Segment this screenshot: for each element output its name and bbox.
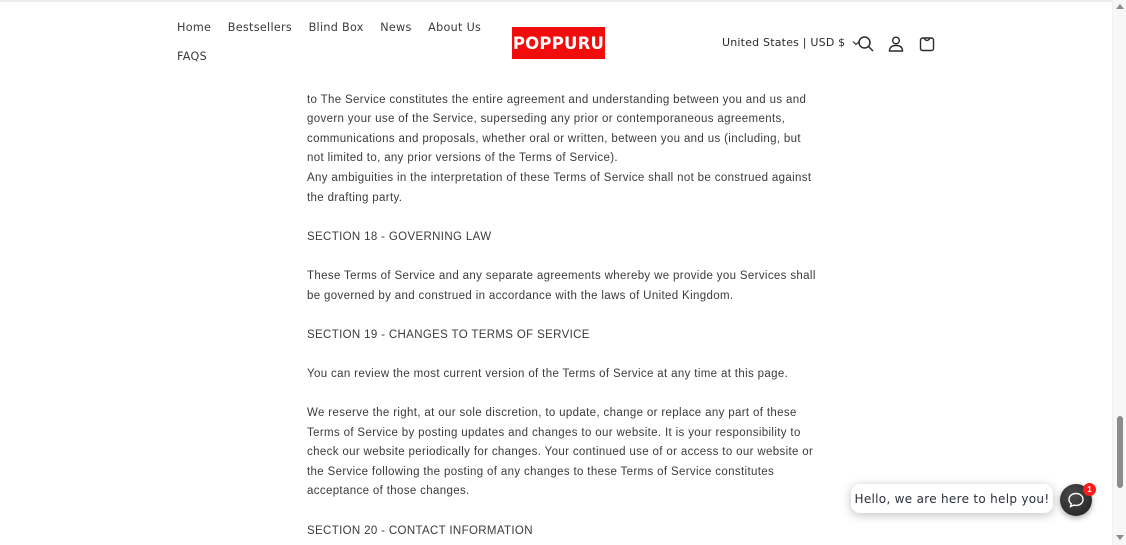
site-header <box>0 2 1112 80</box>
cart-icon[interactable] <box>918 35 936 53</box>
paragraph-ambiguities: Any ambiguities in the interpretation of these Terms of Service shall not be construed against the drafting party. <box>307 171 812 204</box>
logo-text: POPPURU <box>512 33 605 53</box>
paragraph-governing-law: These Terms of Service and any separate agreements whereby we provide you Services shall be governed by and construed in accordance with the laws of United Kingdom. <box>307 269 816 302</box>
chat-icon <box>1067 491 1085 509</box>
paragraph-entire-agreement: to The Service constitutes the entire agreement and understanding between you and us and govern your use of the Service, superseding any prior or contemporaneous agreements, communications and proposals, whether oral or written, between you and us (including, but not limited to, any prior versions of the Terms of Service). <box>307 93 807 165</box>
chat-greeting-bubble[interactable] <box>851 484 1053 513</box>
scroll-up-arrow-icon[interactable] <box>1116 4 1124 9</box>
main-nav <box>177 20 482 65</box>
search-icon[interactable] <box>857 35 875 53</box>
nav-bestsellers[interactable]: Bestsellers <box>227 21 293 34</box>
nav-about-us[interactable]: About Us <box>428 21 482 34</box>
locale-selector[interactable] <box>722 36 861 49</box>
scroll-down-arrow-icon[interactable] <box>1116 535 1124 540</box>
nav-faqs[interactable]: FAQS <box>177 50 207 63</box>
page-scrollbar[interactable] <box>1112 0 1126 545</box>
section-19-heading: SECTION 19 - CHANGES TO TERMS OF SERVICE <box>307 328 590 341</box>
nav-blind-box[interactable]: Blind Box <box>308 21 364 34</box>
chat-notification-badge: 1 <box>1083 483 1096 496</box>
nav-home[interactable]: Home <box>177 21 212 34</box>
section-18-heading: SECTION 18 - GOVERNING LAW <box>307 230 492 243</box>
section-20-heading: SECTION 20 - CONTACT INFORMATION <box>307 524 533 537</box>
logo[interactable] <box>512 27 605 59</box>
account-icon[interactable] <box>887 35 905 53</box>
locale-label: United States | USD $ <box>722 36 846 49</box>
paragraph-review: You can review the most current version of the Terms of Service at any time at this page. <box>307 367 789 380</box>
chat-greeting-text: Hello, we are here to help you! <box>854 491 1050 506</box>
terms-content <box>307 71 817 541</box>
nav-news[interactable]: News <box>380 21 412 34</box>
scroll-thumb[interactable] <box>1117 416 1123 488</box>
paragraph-reserve-right: We reserve the right, at our sole discretion, to update, change or replace any part of these Terms of Service by posting updates and changes to our website. It is your responsibility to check our website periodically for changes. Your continued use of or access to our website or the Service following the posting of any changes to these Terms of Service constitutes acceptance of those changes. <box>307 407 814 498</box>
